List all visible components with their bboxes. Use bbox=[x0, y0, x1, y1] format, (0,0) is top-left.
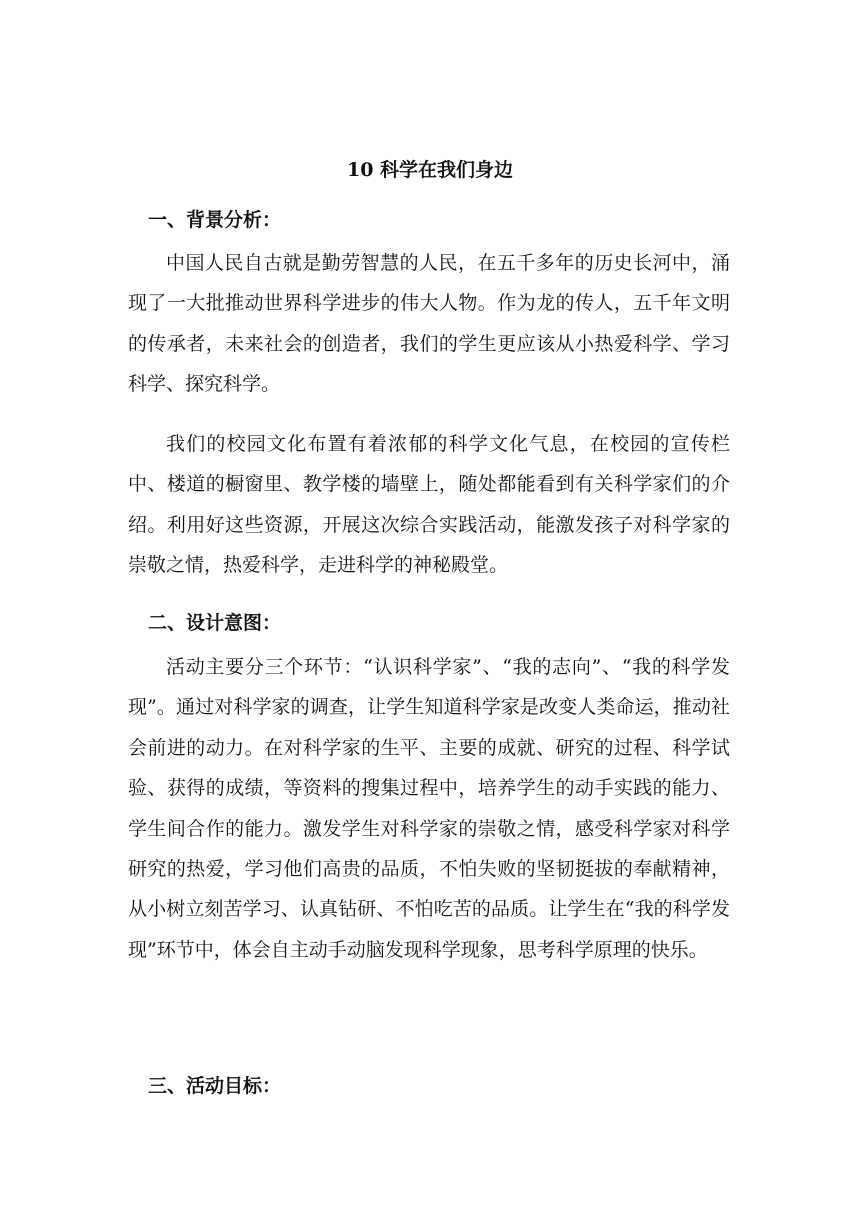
section-heading-activity-goals: 三、活动目标： bbox=[148, 1075, 282, 1097]
section-heading-design-intent: 二、设计意图： bbox=[148, 612, 282, 634]
paragraph-background-1: 中国人民自古就是勤劳智慧的人民，在五千多年的历史长河中，涌现了一大批推动世界科学进步的伟大人物。作为龙的传人，五千年文明的传承者，未来社会的创造者，我们的学生更应该从小热爱科学、学习科学、探究科学。 bbox=[128, 252, 730, 396]
paragraph-background-2: 我们的校园文化布置有着浓郁的科学文化气息，在校园的宣传栏中、楼道的橱窗里、教学楼的墙壁上，随处都能看到有关科学家们的介绍。利用好这些资源，开展这次综合实践活动，能激发孩子对科学家的崇敬之情，热爱科学，走进科学的神秘殿堂。 bbox=[128, 433, 730, 577]
section-heading-background: 一、背景分析： bbox=[148, 209, 282, 231]
paragraph-design-intent: 活动主要分三个环节：“认识科学家”、“我的志向”、“我的科学发现”。通过对科学家的调查，让学生知道科学家是改变人类命运，推动社会前进的动力。在对科学家的生平、主要的成就、研究的过程、科学试验、获得的成绩，等资料的搜集过程中，培养学生的动手实践的能力、学生间合作的能力。激发学生对科学家的崇敬之情，感受科学家对科学研究的热爱，学习他们高贵的品质，不怕失败的坚韧挺拔的奉献精神，从小树立刻苦学习、认真钻研、不怕吃苦的品质。让学生在“我的科学发现”环节中，体会自主动手动脑发现科学现象，思考科学原理的快乐。 bbox=[128, 656, 730, 961]
document-title: 10 科学在我们身边 bbox=[346, 159, 514, 181]
